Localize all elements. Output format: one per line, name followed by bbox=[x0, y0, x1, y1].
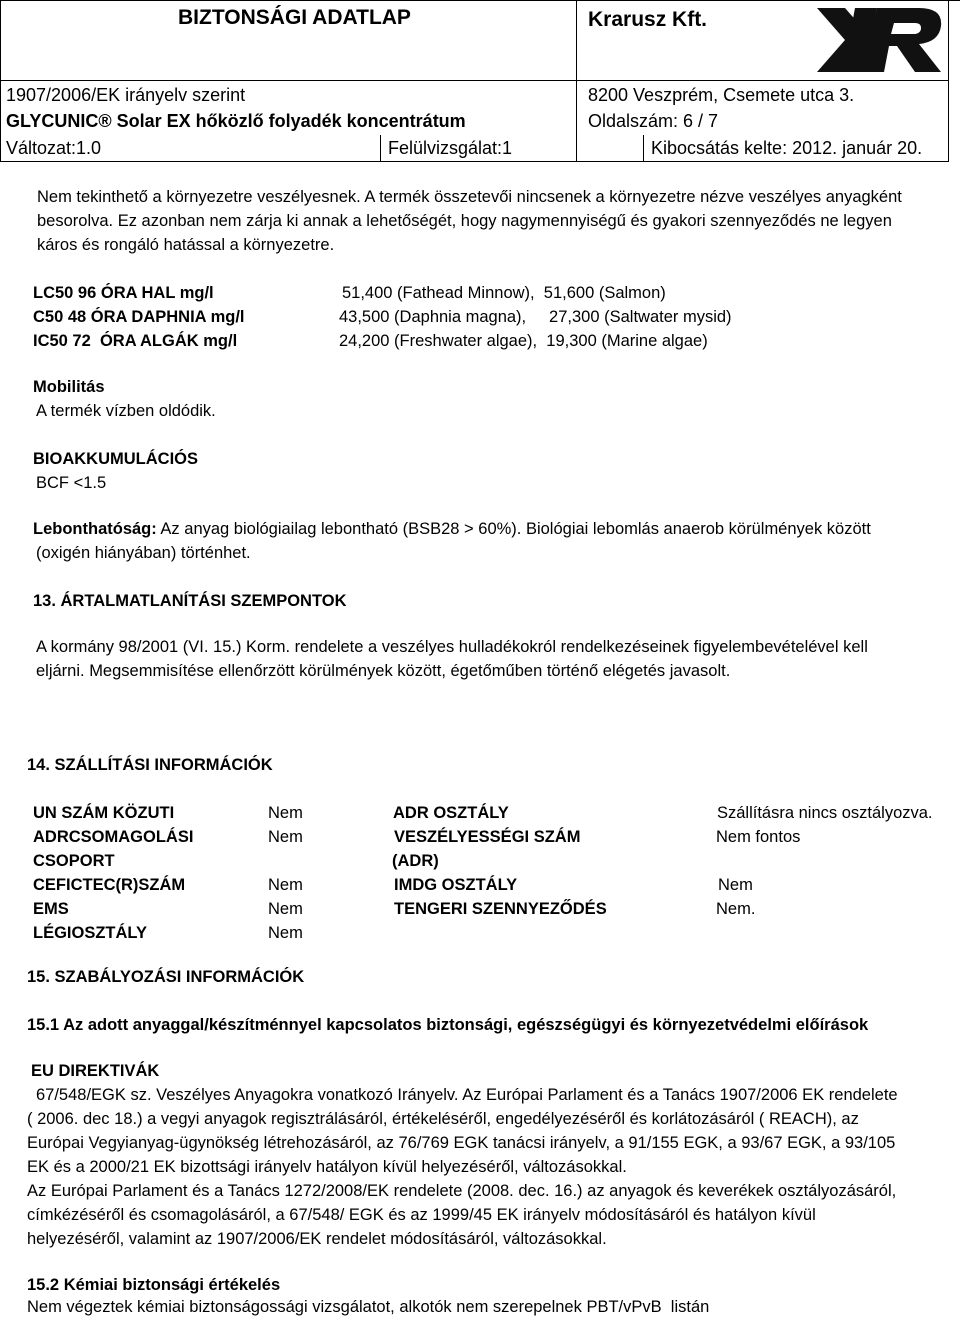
degradability-text: Az anyag biológiailag lebontható (BSB28 > 60%). Biológiai lebomlás anaerob körülmények között bbox=[156, 520, 871, 538]
bioaccumulation-heading: BIOAKKUMULÁCIÓS bbox=[33, 450, 198, 468]
eu-line: 67/548/EGK sz. Veszélyes Anyagokra vonatkozó Irányelv. Az Európai Parlament és a Tanács 1907/2006 EK rendelete bbox=[36, 1086, 898, 1104]
transport-label: UN SZÁM KÖZUTI bbox=[33, 804, 175, 822]
bioaccumulation-text: BCF <1.5 bbox=[36, 474, 107, 492]
section-15-2-heading: 15.2 Kémiai biztonsági értékelés bbox=[27, 1276, 281, 1294]
toxicity-values: 24,200 (Freshwater algae), 19,300 (Marine algae) bbox=[339, 332, 708, 350]
page-number: Oldalszám: 6 / 7 bbox=[588, 111, 719, 131]
version: Változat:1.0 bbox=[6, 138, 102, 158]
transport-label: CSOPORT bbox=[33, 852, 115, 870]
transport-label: ADR OSZTÁLY bbox=[393, 804, 509, 822]
section-15-1-heading: 15.1 Az adott anyaggal/készítménnyel kapcsolatos biztonsági, egészségügyi és környezetvédelmi előírások bbox=[27, 1016, 869, 1034]
company-name: Krarusz Kft. bbox=[588, 8, 708, 31]
product-name: GLYCUNIC® Solar EX hőközlő folyadék koncentrátum bbox=[6, 111, 466, 131]
eu-line: ( 2006. dec 18.) a vegyi anyagok regisztrálásáról, értékeléséről, engedélyezéséről és korlátozásáról ( REACH), az bbox=[27, 1110, 859, 1128]
transport-label: IMDG OSZTÁLY bbox=[394, 876, 518, 894]
eco-line: káros és rongáló hatással a környezetre. bbox=[37, 236, 335, 254]
section-13-heading: 13. ÁRTALMATLANÍTÁSI SZEMPONTOK bbox=[33, 592, 347, 610]
transport-value: Nem bbox=[268, 828, 303, 846]
eu-line: EK és a 2000/21 EK bizottsági irányelv hatályon kívül helyezéséről, változásokkal. bbox=[27, 1158, 627, 1176]
section-15-heading: 15. SZABÁLYOZÁSI INFORMÁCIÓK bbox=[27, 968, 305, 986]
document-title: BIZTONSÁGI ADATLAP bbox=[178, 6, 411, 29]
section-13-line: eljárni. Megsemmisítése ellenőrzött körülmények között, égetőműben történő elégetés javasolt. bbox=[36, 662, 731, 680]
transport-label: VESZÉLYESSÉGI SZÁM bbox=[394, 828, 581, 846]
transport-label: LÉGIOSZTÁLY bbox=[33, 924, 147, 942]
eu-directives-heading: EU DIREKTIVÁK bbox=[31, 1062, 160, 1080]
transport-value: Nem bbox=[268, 876, 303, 894]
transport-label: TENGERI SZENNYEZŐDÉS bbox=[394, 900, 607, 918]
transport-label: EMS bbox=[33, 900, 69, 918]
transport-value: Nem. bbox=[716, 900, 756, 918]
eu-line: címkézéséről és csomagolásáról, a 67/548/ EGK és az 1999/45 EK irányelv módosításáról és hatályon kívül bbox=[27, 1206, 816, 1224]
revision: Felülvizsgálat:1 bbox=[388, 138, 513, 158]
issue-date: Kibocsátás kelte: 2012. január 20. bbox=[651, 138, 923, 158]
eu-line: helyezéséről, valamint az 1907/2006/EK rendelet módosításáról, változásokkal. bbox=[27, 1230, 607, 1248]
mobility-heading: Mobilitás bbox=[33, 378, 105, 396]
company-logo-icon bbox=[815, 6, 945, 74]
eu-line: Az Európai Parlament és a Tanács 1272/2008/EK rendelete (2008. dec. 16.) az anyagok és keverékek osztályozásáról, bbox=[27, 1182, 897, 1200]
transport-label: CEFICTEC(R)SZÁM bbox=[33, 876, 186, 894]
mobility-text: A termék vízben oldódik. bbox=[36, 402, 216, 420]
degradability-label: Lebonthatóság: bbox=[33, 520, 157, 538]
transport-value: Nem bbox=[268, 924, 303, 942]
toxicity-label: IC50 72 ÓRA ALGÁK mg/l bbox=[33, 332, 238, 350]
company-address: 8200 Veszprém, Csemete utca 3. bbox=[588, 85, 855, 105]
transport-value: Szállításra nincs osztályozva. bbox=[717, 804, 933, 822]
eco-line: Nem tekinthető a környezetre veszélyesnek. A termék összetevői nincsenek a környezetre nézve veszélyes anyagként bbox=[37, 188, 902, 206]
transport-label: (ADR) bbox=[392, 852, 439, 870]
transport-value: Nem fontos bbox=[716, 828, 801, 846]
transport-value: Nem bbox=[268, 804, 303, 822]
transport-value: Nem bbox=[718, 876, 753, 894]
eco-line: besorolva. Ez azonban nem zárja ki annak a lehetőségét, hogy nagymennyiségű és gyakori szennyeződés ne legyen bbox=[37, 212, 892, 230]
degradability-line bbox=[33, 520, 871, 539]
toxicity-values: 51,400 (Fathead Minnow), 51,600 (Salmon) bbox=[342, 284, 666, 302]
transport-label: ADRCSOMAGOLÁSI bbox=[33, 828, 194, 846]
transport-value: Nem bbox=[268, 900, 303, 918]
section-13-line: A kormány 98/2001 (VI. 15.) Korm. rendelete a veszélyes hulladékokról rendelkezéseinek figyelembevételével kell bbox=[36, 638, 868, 656]
toxicity-label: LC50 96 ÓRA HAL mg/l bbox=[33, 284, 214, 302]
section-14-heading: 14. SZÁLLÍTÁSI INFORMÁCIÓK bbox=[27, 756, 273, 774]
regulation-text: 1907/2006/EK irányelv szerint bbox=[6, 85, 246, 105]
toxicity-label: C50 48 ÓRA DAPHNIA mg/l bbox=[33, 308, 245, 326]
eu-line: Európai Vegyianyag-ügynökség létrehozásáról, az 76/769 EGK tanácsi irányelv, a 91/155 EGK, a 93/67 EGK, a 93/105 bbox=[27, 1134, 896, 1152]
section-15-2-text: Nem végeztek kémiai biztonságossági vizsgálatot, alkotók nem szerepelnek PBT/vPvB listán bbox=[27, 1298, 710, 1316]
toxicity-values: 43,500 (Daphnia magna), 27,300 (Saltwater mysid) bbox=[339, 308, 732, 326]
degradability-text-2: (oxigén hiányában) történhet. bbox=[36, 544, 251, 562]
